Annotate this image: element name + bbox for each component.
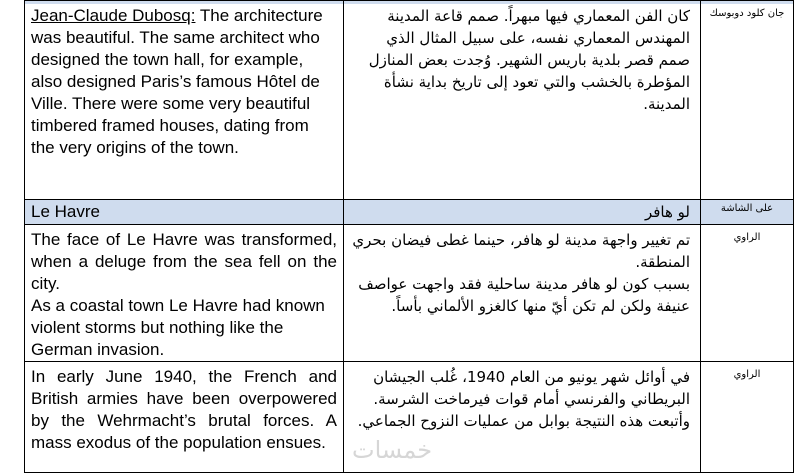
english-text: In early June 1940, the French and British armies have been overpowered by the Wehrmacht’s brutal forces. A mass exodus of the population ensues. <box>31 367 337 452</box>
english-cell <box>25 362 344 473</box>
speaker-label: على الشاشة <box>720 203 774 214</box>
speaker-label: الراوي <box>733 369 761 380</box>
speaker-cell <box>701 1 794 200</box>
speaker-label: جان كلود دوبوسك <box>709 8 785 19</box>
arabic-paragraph: بسبب كون لو هافر مدينة ساحلية فقد واجهت عواصف عنيفة ولكن لم تكن أيّ منها كالغزو الألماني بأساً. <box>358 275 690 315</box>
speaker-cell <box>701 225 794 362</box>
arabic-cell <box>344 200 701 225</box>
speaker-cell <box>701 200 794 225</box>
arabic-cell <box>344 225 701 362</box>
arabic-cell <box>344 1 701 200</box>
english-text: The architecture was beautiful. The same architect who designed the town hall, for example, also designed Paris’s famous Hôtel de Ville. There were some very beautiful timbered framed houses, dating from the very origins of the town. <box>31 6 323 157</box>
table-row <box>25 225 794 362</box>
speaker-label: الراوي <box>733 232 761 243</box>
transcript-table <box>24 0 794 473</box>
english-text: Le Havre <box>31 202 100 221</box>
arabic-text: كان الفن المعماري فيها مبهراً. صمم قاعة المدينة المهندس المعماري نفسه، على سبيل المثال الذي صمم قصر بلدية باريس الشهير. وُجدت بعض المنازل المؤطرة بالخشب والتي تعود إلى تاريخ بداية نشأة المدينة. <box>368 7 690 113</box>
english-paragraph: The face of Le Havre was transformed, when a deluge from the sea fell on the city. <box>31 230 337 293</box>
transcript-document <box>24 0 793 473</box>
english-paragraph: As a coastal town Le Havre had known violent storms but nothing like the German invasion. <box>31 296 325 359</box>
arabic-paragraph: تم تغيير واجهة مدينة لو هافر، حينما غطى فيضان بحري المنطقة. <box>352 231 690 271</box>
table-row <box>25 200 794 225</box>
english-cell <box>25 200 344 225</box>
watermark-logo: خمسات <box>352 436 433 464</box>
speaker-cell <box>701 362 794 473</box>
english-cell <box>25 225 344 362</box>
arabic-text: لو هافر <box>644 203 690 221</box>
speaker-name: Jean-Claude Dubosq: <box>31 6 196 25</box>
arabic-text: في أوائل شهر يونيو من العام 1940، غُلب الجيشان البريطاني والفرنسي أمام قوات فيرماخت الشرسة. وأتبعت هذه النتيجة بوابل من عمليات النزوح الجماعي. <box>357 368 690 430</box>
english-cell <box>25 1 344 200</box>
table-row <box>25 1 794 200</box>
